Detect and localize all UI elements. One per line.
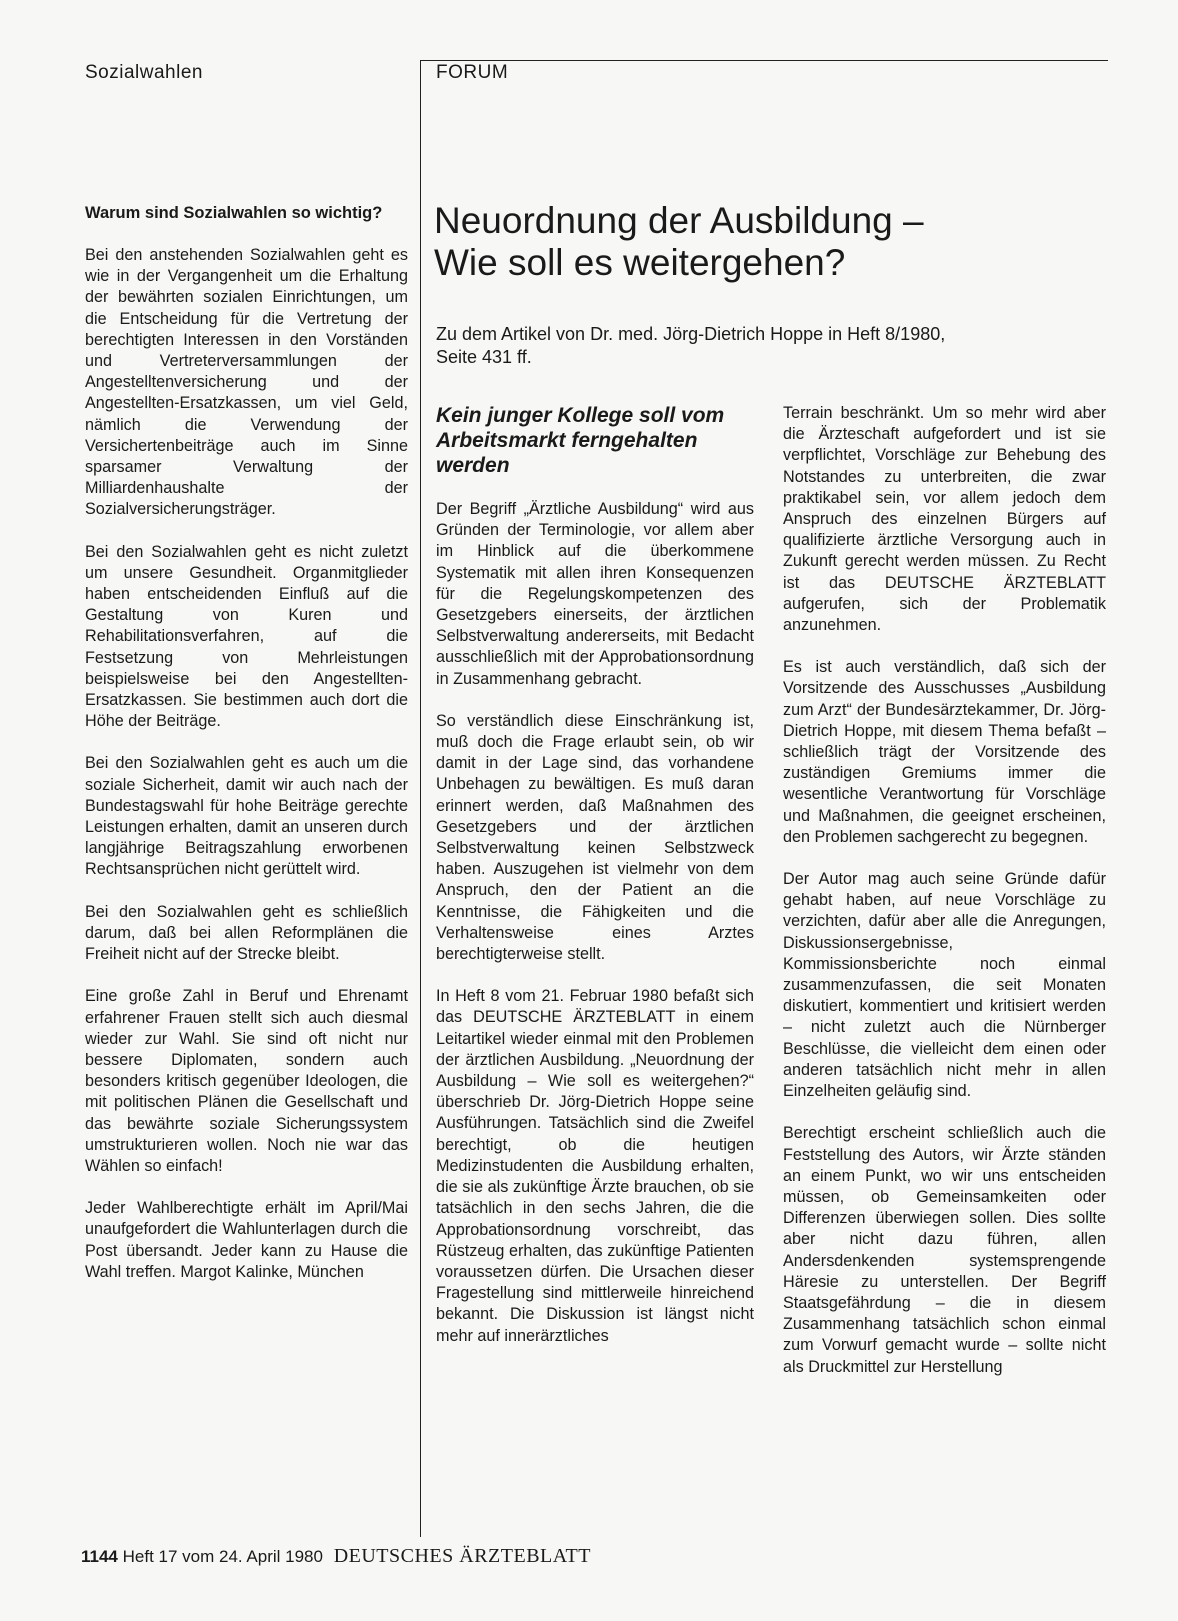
left-paragraph: Bei den Sozialwahlen geht es schließlich darum, daß bei allen Reformplänen die Freiheit nicht auf der Strecke bleibt. [85,902,408,964]
left-column-heading: Warum sind Sozialwahlen so wichtig? [85,204,383,222]
left-paragraph: Bei den anstehenden Sozialwahlen geht es wie in der Vergangenheit um die Erhaltung der bewährten sozialen Einrichtungen, um die Entscheidung für die Vertretung der berechtigten Interessen in den Vorständen und Vertreterversammlungen der Angestelltenversicherung und der Angestellten-Ersatzkassen, um viel Geld, nämlich die Verwendung der Versichertenbeiträge auch im Sinne sparsamer Verwaltung der Milliardenhaushalte der Sozialversicherungsträger. [85,246,408,519]
section-label-right: FORUM [436,62,509,83]
left-paragraph: Bei den Sozialwahlen geht es auch um die soziale Sicherheit, damit wir auch nach der Bundestagswahl für hohe Beiträge gerechte Leistungen erhalten, damit an unseren durch langjährige Beitragszahlung erworbenen Rechtsansprüchen nicht gerüttelt wird. [85,754,408,879]
letter-heading: Kein junger Kollege soll vom Arbeitsmarkt ferngehalten werden [436,404,725,477]
article-title [434,200,1114,284]
article-subtitle-line: Zu dem Artikel von Dr. med. Jörg-Dietrich Hoppe in Heft 8/1980, [436,324,946,344]
column-divider [420,60,421,1537]
article-subtitle [436,323,1116,369]
left-paragraph: Eine große Zahl in Beruf und Ehrenamt erfahrener Frauen stellt sich auch diesmal wieder zur Wahl. Sie sind oft nicht nur bessere Diplomaten, sondern auch besonders kritisch gegenüber Ideologen, die mit politischen Plänen die Gesellschaft und das bewährte soziale Sicherungssystem umstrukturieren wollen. Noch nie war das Wählen so einfach! [85,987,408,1175]
left-paragraph: Bei den Sozialwahlen geht es nicht zuletzt um unsere Gesundheit. Organmitglieder haben entscheidenden Einfluß auf die Gestaltung von Kuren und Rehabilitationsverfahren, auf die Festsetzung von Mehrleistungen beispielsweise bei den Angestellten-Ersatzkassen. Sie bestimmen auch dort die Höhe der Beiträge. [85,542,408,731]
right-paragraph: Der Autor mag auch seine Gründe dafür gehabt haben, auf neue Vorschläge zu verzichten, dafür aber alle die Anregungen, Diskussionsergebnisse, Kommissionsberichte noch einmal zusammenzufassen, die seit Monaten diskutiert, kommentiert und kritisiert werden – nicht zuletzt auch die Nürnberger Beschlüsse, die vielleicht dem einen oder anderen tatsächlich nicht mehr in allen Einzelheiten geläufig sind. [783,870,1106,1101]
right-paragraph: Berechtigt erscheint schließlich auch die Feststellung des Autors, wir Ärzte ständen an einem Punkt, wo wir uns entscheiden müssen, ob Gemeinsamkeiten oder Differenzen überwiegen sollen. Dies sollte aber nicht dazu führen, allen Andersdenkenden systemsprengende Häresie zu unterstellen. Der Begriff Staatsgefährdung – die in diesem Zusammenhang tatsächlich schon einmal zum Vorwurf gemacht wurde – sollte nicht als Druckmittel zur Herstellung [783,1124,1106,1376]
header-rule [421,60,1108,61]
middle-paragraph: So verständlich diese Einschränkung ist, muß doch die Frage erlaubt sein, ob wir damit in der Lage sind, das vorhandene Unbehagen zu bewältigen. Es muß daran erinnert werden, daß Maßnahmen des Gesetzgebers und der ärztlichen Selbstverwaltung keinen Selbstzweck haben. Auszugehen ist vielmehr von dem Anspruch, den der Patient an die Kenntnisse, die Fähigkeiten und die Verhaltensweise eines Arztes berechtigterweise stellt. [436,711,754,964]
right-paragraph: Es ist auch verständlich, daß sich der Vorsitzende des Ausschusses „Ausbildung zum Arzt“ der Bundesärztekammer, Dr. Jörg-Dietrich Hoppe, mit diesem Thema befaßt – schließlich trägt der Vorsitzende des zuständigen Gremiums immer die wesentliche Verantwortung für Vorschläge und Maßnahmen, die geeignet erscheinen, den Problemen sachgerecht zu begegnen. [783,658,1106,846]
issue-info: Heft 17 vom 24. April 1980 [122,1547,323,1566]
page-footer [81,1545,591,1568]
left-column [85,203,408,1304]
article-subtitle-line: Seite 431 ff. [436,347,532,367]
middle-paragraph: In Heft 8 vom 21. Februar 1980 befaßt sich das DEUTSCHE ÄRZTEBLATT in einem Leitartikel wieder einmal mit den Problemen der ärztlichen Ausbildung. „Neuordnung der Ausbildung – Wie soll es weitergehen?“ überschrieb Dr. Jörg-Dietrich Hoppe seine Ausführungen. Tatsächlich sind die Zweifel berechtigt, ob die heutigen Medizinstudenten die Ausbildung erhalten, die sie als zukünftige Ärzte brauchen, ob sie tatsächlich in den sechs Jahren, die die Approbationsordnung vorschreibt, das Rüstzeug erhalten, das zukünftige Patienten voraussetzen dürfen. Die Ursachen dieser Fragestellung sind mittlerweile hinreichend bekannt. Die Diskussion ist längst nicht mehr auf innerärztliches [436,987,754,1345]
magazine-name: DEUTSCHES ÄRZTEBLATT [333,1545,591,1567]
middle-column [436,403,754,1368]
article-title-line: Neuordnung der Ausbildung – [434,200,924,241]
section-label-left: Sozialwahlen [85,62,203,83]
article-title-line: Wie soll es weitergehen? [434,242,846,283]
middle-paragraph: Der Begriff „Ärztliche Ausbildung“ wird aus Gründen der Terminologie, vor allem aber im Hinblick auf die überkommene Systematik mit allen ihren Konsequenzen für die Regelungskompetenzen des Gesetzgebers einerseits, der ärztlichen Selbstverwaltung andererseits, mit Bedacht ausschließlich mit der Approbationsordnung in Zusammenhang gebracht. [436,500,754,688]
page-number: 1144 [81,1547,118,1566]
left-paragraph: Jeder Wahlberechtigte erhält im April/Mai unaufgefordert die Wahlunterlagen durch die Post übersandt. Jeder kann zu Hause die Wahl treffen. Margot Kalinke, München [85,1199,408,1281]
right-paragraph: Terrain beschränkt. Um so mehr wird aber die Ärzteschaft aufgefordert und ist sie verpflichtet, Vorschläge zur Behebung des Notstandes zu unterbreiten, die zwar praktikabel sein, vor allem jedoch dem Anspruch des einzelnen Bürgers auf qualifizierte ärztliche Versorgung auch in Zukunft gerecht werden müssen. Zu Recht ist das DEUTSCHE ÄRZTEBLATT aufgerufen, sich der Problematik anzunehmen. [783,404,1106,635]
right-column [783,403,1106,1399]
